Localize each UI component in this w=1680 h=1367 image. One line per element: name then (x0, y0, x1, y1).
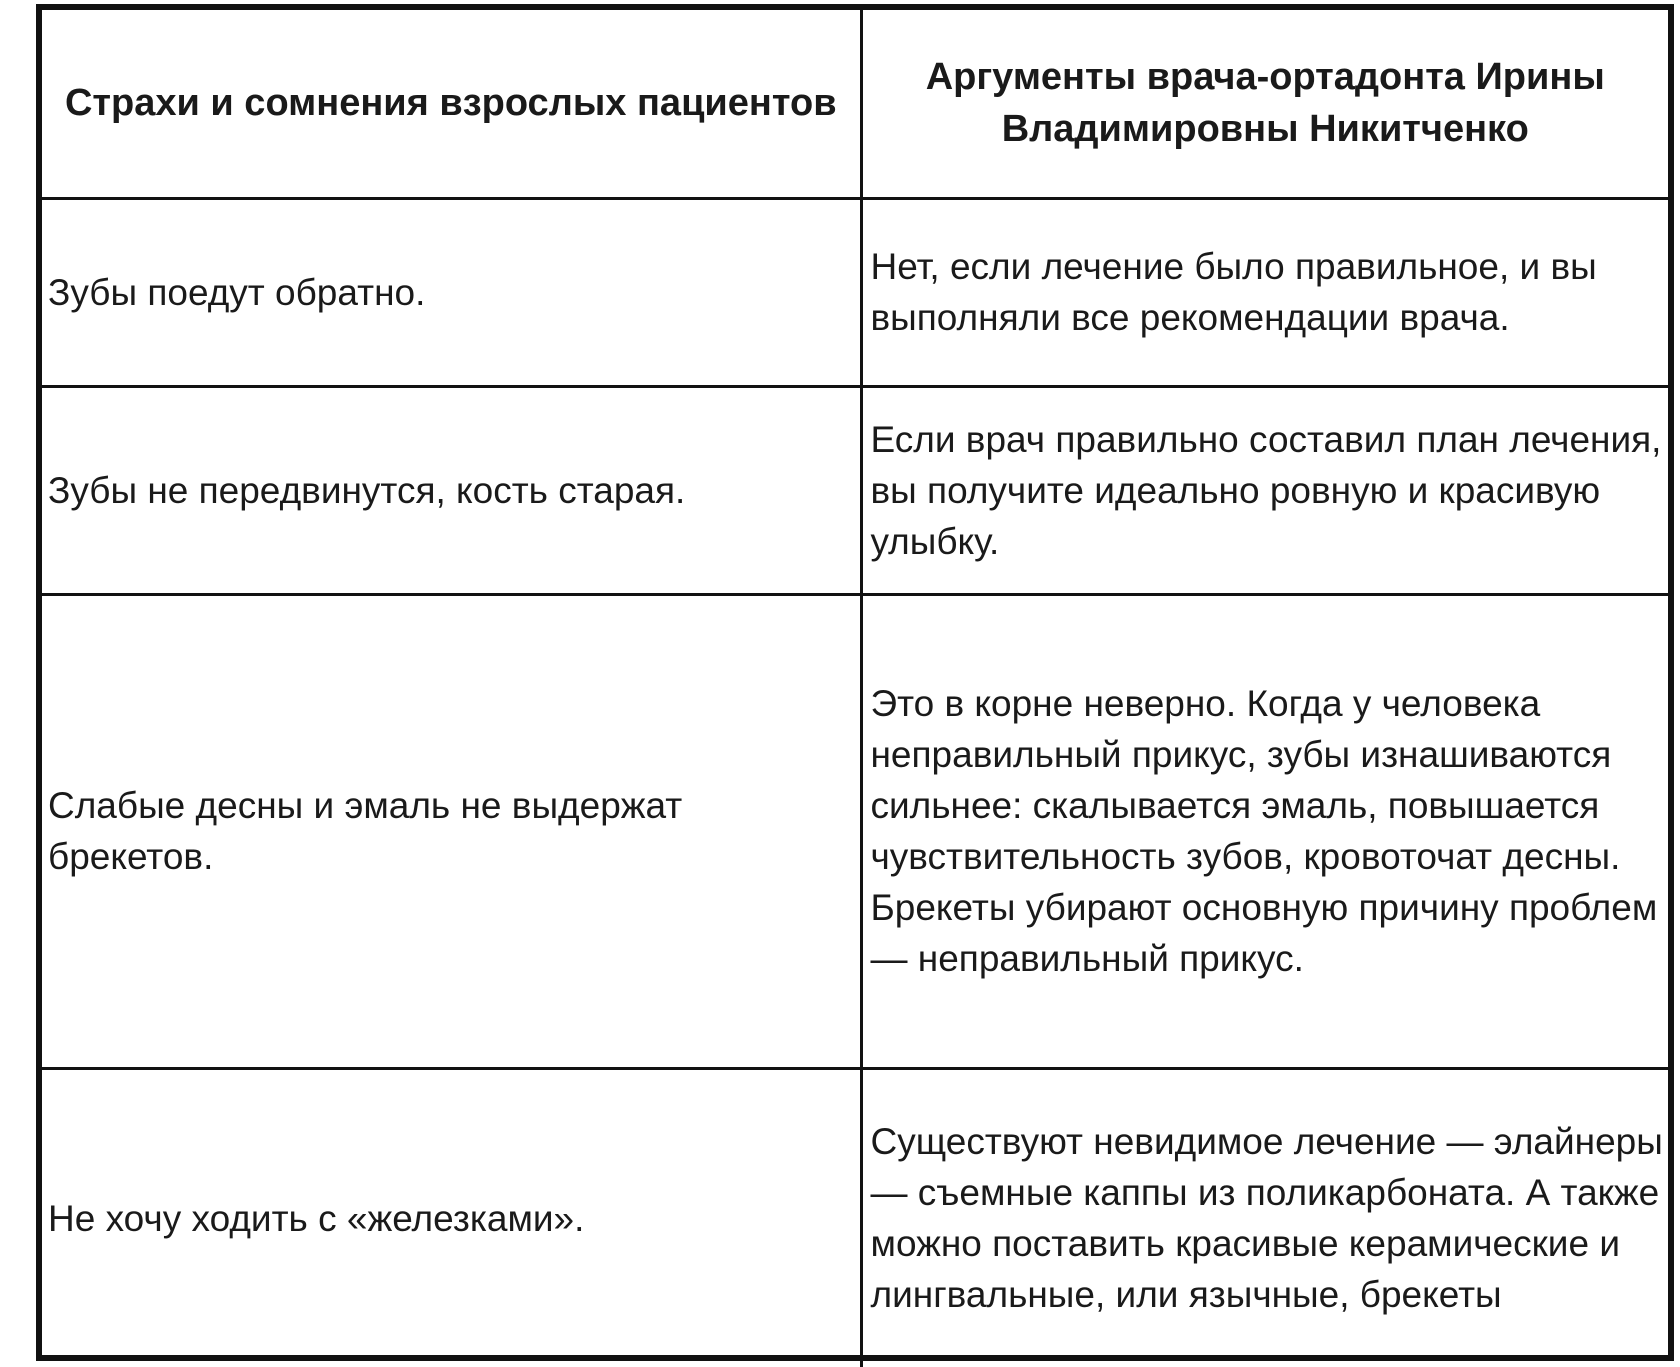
comparison-table-frame (36, 4, 1674, 1361)
fear-cell: Зубы поедут обратно. (42, 198, 861, 386)
table-row (42, 386, 1668, 594)
fear-cell: Не хочу ходить с «железками». (42, 1068, 861, 1367)
fears-vs-arguments-table (42, 10, 1668, 1367)
table-header-row (42, 10, 1668, 198)
argument-cell: Это в корне неверно. Когда у человека неправильный прикус, зубы изнашиваются сильнее: скалывается эмаль, повышается чувствительность зубов, кровоточат десны. Брекеты убирают основную причину проблем — неправильный прикус. (861, 594, 1668, 1068)
fear-cell: Слабые десны и эмаль не выдержат брекетов. (42, 594, 861, 1068)
fear-cell: Зубы не передвинутся, кость старая. (42, 386, 861, 594)
argument-cell: Нет, если лечение было правильное, и вы выполняли все рекомендации врача. (861, 198, 1668, 386)
argument-cell: Существуют невидимое лечение — элайнеры — съемные каппы из поликарбоната. А также можно поставить красивые керамические и лингвальные, или язычные, брекеты (861, 1068, 1668, 1367)
argument-cell: Если врач правильно составил план лечения, вы получите идеально ровную и красивую улыбку. (861, 386, 1668, 594)
table-row (42, 198, 1668, 386)
header-fears: Страхи и сомнения взрослых пациентов (42, 10, 861, 198)
table-row (42, 594, 1668, 1068)
header-arguments: Аргументы врача-ортадонта Ирины Владимировны Никитченко (861, 10, 1668, 198)
table-row (42, 1068, 1668, 1367)
